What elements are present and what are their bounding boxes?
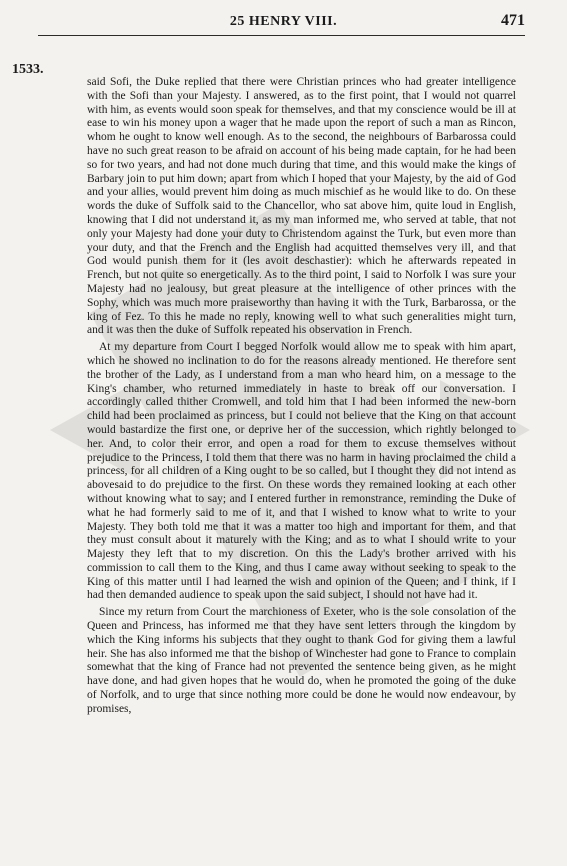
running-head: 25 HENRY VIII. (229, 14, 338, 29)
document-body (87, 76, 516, 720)
page-number: 471 (501, 12, 525, 29)
page-header (0, 12, 567, 34)
paragraph-3: Since my return from Court the marchioness of Exeter, who is the sole consolation of the Queen and Princess, has informed me that they have sent letters through the kingdom by which the King informs his subjects that they ought to thank God for giving them a lawful heir. She has also informed me that the bishop of Winchester had gone to France to complain somewhat that the king of France had not prevented the sentence being given, as he might have done, and had given hopes that he would do, when he promoted the going of the duke of Norfolk, and to urge that since nothing more could be done he would now endeavour, by promises, (87, 606, 516, 715)
paragraph-1: said Sofi, the Duke replied that there were Christian princes who had greater intelligence with the Sofi than your Majesty. I answered, as to the first point, that I would not quarrel with him, as events would soon speak for themselves, and that my conscience would be ill at ease to win his money upon a wager that he made upon the report of such a man as Rincon, whom he ought to know well enough. As to the second, the neighbours of Barbarossa could have no such great reason to be afraid on account of his being made captain, for he had been so for two years, and had not done much during that time, and this would make the kings of Barbary join to put him down; apart from which I hoped that your Majesty, by the aid of God and your allies, would prevent him doing as much mischief as he would like to do. On these words the duke of Suffolk said to the Chancellor, who sat above him, quite loud in English, knowing that I did not understand it, as my man informed me, who served at table, that not only your Majesty had done your duty to Christendom against the Turk, but even more than your duty, and that the French and the English had acquitted themselves very ill, and that God would punish them for it (les avoit deschastier): which he afterwards repeated in French, but not quite so energetically. As to the third point, I said to Norfolk I was sure your Majesty had no jealousy, but great pleasure at the intelligence of other princes with the Sophy, which was much more praiseworthy than having it with the Turk, Barbarossa, or the king of Fez. To this he made no reply, knowing well to what such generalities might turn, and it was then the duke of Suffolk repeated his observation in French. (87, 76, 516, 337)
header-rule (38, 35, 525, 36)
margin-year: 1533. (12, 62, 44, 77)
paragraph-2: At my departure from Court I begged Norfolk would allow me to speak with him apart, which he showed no inclination to do for the reasons already mentioned. He therefore sent the brother of the Lady, as I understand from a man who heard him, on a message to the King's chamber, who returned immediately in haste to break off our conversation. I accordingly called thither Cromwell, and told him that I had been informed the new-born child had been proclaimed as princess, but I could not believe that the King on that account would bastardize the first one, or deprive her of the succession, which rightly belonged to her. And, to color their error, and open a road for them to excuse themselves without prejudice to the Princess, I told them that there was no harm in having proclaimed the child a princess, for all children of a King ought to be so called, but I thought they did not intend as abovesaid to do prejudice to the first. On these words they remained looking at each other without knowing what to say; and I entered further in remonstrance, reminding the Duke of what he had formerly said to me of it, and that I wished to know what to write to your Majesty. They both told me that it was a matter too high and important for them, and that they must consult about it maturely with the King; and as to what I should write to your Majesty they left that to my discretion. On this the Lady's brother arrived with his commission to call them to the King, and thus I came away without seeking to speak to the King of this matter until I had learned the wish and opinion of the Queen; and I think, if I had then demanded audience to speak upon the said subject, I should not have had it. (87, 341, 516, 602)
